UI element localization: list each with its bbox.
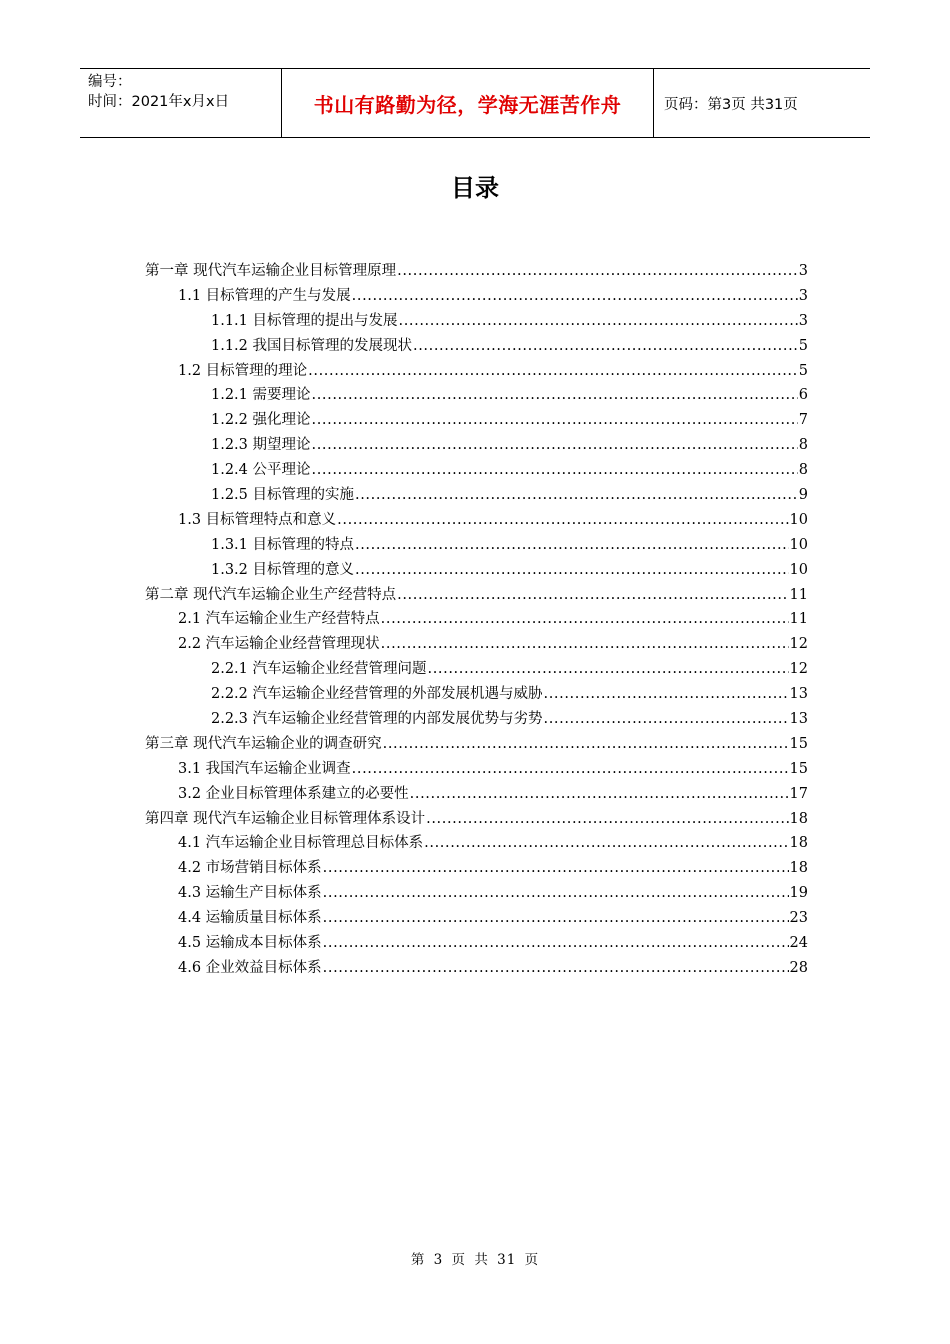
toc-entry-page: 12 [789, 636, 808, 653]
toc-dot-leader [312, 387, 798, 403]
toc-entry[interactable] [145, 458, 808, 483]
toc-entry-label: 1.1.2 我国目标管理的发展现状 [211, 337, 413, 354]
toc-entry-label: 第一章 现代汽车运输企业目标管理原理 [145, 263, 397, 279]
toc-entry[interactable] [145, 508, 808, 533]
toc-dot-leader [381, 611, 789, 627]
toc-entry[interactable] [145, 483, 808, 508]
toc-entry-page: 19 [789, 885, 808, 902]
toc-entry-label: 4.4 运输质量目标体系 [178, 910, 322, 927]
toc-entry[interactable] [145, 956, 808, 981]
toc-entry-label: 1.3.1 目标管理的特点 [211, 536, 355, 553]
toc-dot-leader [308, 363, 798, 379]
toc-entry-page: 10 [789, 511, 808, 528]
toc-dot-leader [399, 313, 798, 329]
toc-entry[interactable] [145, 383, 808, 408]
toc-entry-label: 1.2.5 目标管理的实施 [211, 487, 355, 504]
toc-entry[interactable] [145, 309, 808, 334]
toc-dot-leader [352, 761, 789, 777]
toc-dot-leader [312, 412, 798, 428]
toc-dot-leader [312, 437, 798, 453]
toc-dot-leader [355, 487, 798, 503]
toc-entry-page: 15 [789, 735, 808, 752]
toc-entry[interactable] [145, 757, 808, 782]
toc-entry-label: 第三章 现代汽车运输企业的调查研究 [145, 735, 382, 752]
toc-entry-label: 2.2.2 汽车运输企业经营管理的外部发展机遇与威胁 [211, 686, 543, 703]
toc-entry-page: 8 [798, 437, 808, 454]
toc-entry[interactable] [145, 931, 808, 956]
toc-entry-label: 1.3.2 目标管理的意义 [211, 561, 355, 578]
toc-entry-label: 4.6 企业效益目标体系 [178, 959, 322, 976]
toc-entry-label: 1.2.4 公平理论 [211, 462, 311, 479]
toc-entry-page: 13 [789, 711, 808, 728]
toc-entry-page: 9 [798, 487, 808, 504]
toc-entry-page: 18 [789, 810, 808, 827]
toc-entry-label: 1.3 目标管理特点和意义 [178, 511, 337, 528]
toc-entry-label: 1.1 目标管理的产生与发展 [178, 287, 351, 304]
toc-dot-leader [383, 736, 789, 752]
page-footer: 第 3 页 共 31 页 [410, 1252, 540, 1268]
toc-entry[interactable] [145, 732, 808, 757]
toc-entry-label: 1.2.1 需要理论 [211, 387, 311, 404]
toc-dot-leader [323, 910, 789, 926]
toc-entry[interactable] [145, 906, 808, 931]
toc-entry[interactable] [145, 607, 808, 632]
toc-entry-label: 2.2.1 汽车运输企业经营管理问题 [211, 661, 427, 678]
toc-dot-leader [323, 885, 789, 901]
toc-entry-label: 4.2 市场营销目标体系 [178, 860, 322, 877]
table-of-contents [145, 259, 808, 981]
toc-dot-leader [323, 960, 789, 976]
toc-dot-leader [544, 686, 789, 702]
toc-entry-page: 3 [798, 312, 808, 329]
page-title: 目录 [451, 174, 499, 202]
toc-entry-label: 第二章 现代汽车运输企业生产经营特点 [145, 586, 397, 603]
toc-entry-page: 8 [798, 462, 808, 479]
toc-entry-page: 10 [789, 561, 808, 578]
page-header [80, 68, 870, 138]
toc-entry-page: 7 [798, 412, 808, 429]
toc-entry[interactable] [145, 259, 808, 284]
toc-entry-page: 11 [789, 586, 808, 603]
toc-entry-label: 2.2 汽车运输企业经营管理现状 [178, 636, 380, 653]
toc-dot-leader [381, 636, 789, 652]
toc-entry[interactable] [145, 881, 808, 906]
toc-entry-page: 15 [789, 760, 808, 777]
toc-entry-label: 1.2 目标管理的理论 [178, 362, 308, 379]
toc-dot-leader [426, 811, 788, 827]
toc-entry[interactable] [145, 831, 808, 856]
toc-dot-leader [410, 786, 789, 802]
toc-dot-leader [413, 338, 798, 354]
toc-dot-leader [355, 537, 789, 553]
header-left-cell [80, 69, 282, 137]
toc-entry[interactable] [145, 583, 808, 608]
toc-dot-leader [312, 462, 798, 478]
toc-entry-page: 5 [798, 337, 808, 354]
toc-entry-page: 6 [798, 387, 808, 404]
toc-entry-page: 13 [789, 686, 808, 703]
toc-dot-leader [424, 835, 788, 851]
toc-entry-page: 28 [789, 959, 808, 976]
toc-entry[interactable] [145, 558, 808, 583]
toc-entry-label: 2.2.3 汽车运输企业经营管理的内部发展优势与劣势 [211, 711, 543, 728]
toc-entry[interactable] [145, 856, 808, 881]
toc-entry[interactable] [145, 433, 808, 458]
toc-dot-leader [323, 935, 789, 951]
toc-entry[interactable] [145, 707, 808, 732]
toc-dot-leader [337, 512, 788, 528]
toc-entry-label: 1.2.3 期望理论 [211, 437, 311, 454]
toc-entry-page: 3 [798, 287, 808, 304]
toc-dot-leader [397, 587, 788, 603]
toc-dot-leader [352, 288, 798, 304]
toc-entry[interactable] [145, 284, 808, 309]
toc-entry-page: 18 [789, 835, 808, 852]
toc-entry-page: 12 [789, 661, 808, 678]
toc-dot-leader [323, 860, 789, 876]
toc-entry-label: 3.1 我国汽车运输企业调查 [178, 760, 351, 777]
toc-entry-page: 3 [798, 263, 808, 279]
toc-entry-page: 24 [789, 935, 808, 952]
header-page-info: 页码：第3页 共31页 [664, 96, 798, 113]
toc-entry-page: 10 [789, 536, 808, 553]
toc-entry-label: 4.3 运输生产目标体系 [178, 885, 322, 902]
toc-entry[interactable] [145, 632, 808, 657]
header-time-label: 时间：2021年x月x日 [88, 94, 230, 110]
toc-dot-leader [428, 661, 789, 677]
toc-entry[interactable] [145, 408, 808, 433]
toc-entry-label: 3.2 企业目标管理体系建立的必要性 [178, 785, 409, 802]
toc-dot-leader [355, 562, 789, 578]
toc-dot-leader [544, 711, 789, 727]
header-page-info-cell [654, 69, 870, 137]
toc-entry-label: 2.1 汽车运输企业生产经营特点 [178, 611, 380, 628]
toc-entry-label: 1.1.1 目标管理的提出与发展 [211, 312, 398, 329]
toc-entry[interactable] [145, 657, 808, 682]
toc-entry[interactable] [145, 807, 808, 832]
toc-entry-label: 1.2.2 强化理论 [211, 412, 311, 429]
toc-entry[interactable] [145, 782, 808, 807]
toc-entry-page: 17 [789, 785, 808, 802]
toc-dot-leader [397, 263, 798, 279]
toc-entry[interactable] [145, 334, 808, 359]
toc-entry-label: 4.5 运输成本目标体系 [178, 935, 322, 952]
toc-entry[interactable] [145, 682, 808, 707]
toc-entry-label: 第四章 现代汽车运输企业目标管理体系设计 [145, 810, 426, 827]
toc-entry[interactable] [145, 359, 808, 384]
toc-entry-label: 4.1 汽车运输企业目标管理总目标体系 [178, 835, 424, 852]
toc-entry-page: 18 [789, 860, 808, 877]
header-motto: 书山有路勤为径，学海无涯苦作舟 [313, 92, 622, 117]
toc-entry-page: 23 [789, 910, 808, 927]
toc-entry[interactable] [145, 533, 808, 558]
header-motto-cell [282, 69, 654, 137]
toc-entry-page: 11 [789, 611, 808, 628]
header-number-label: 编号： [88, 74, 132, 90]
toc-entry-page: 5 [798, 362, 808, 379]
